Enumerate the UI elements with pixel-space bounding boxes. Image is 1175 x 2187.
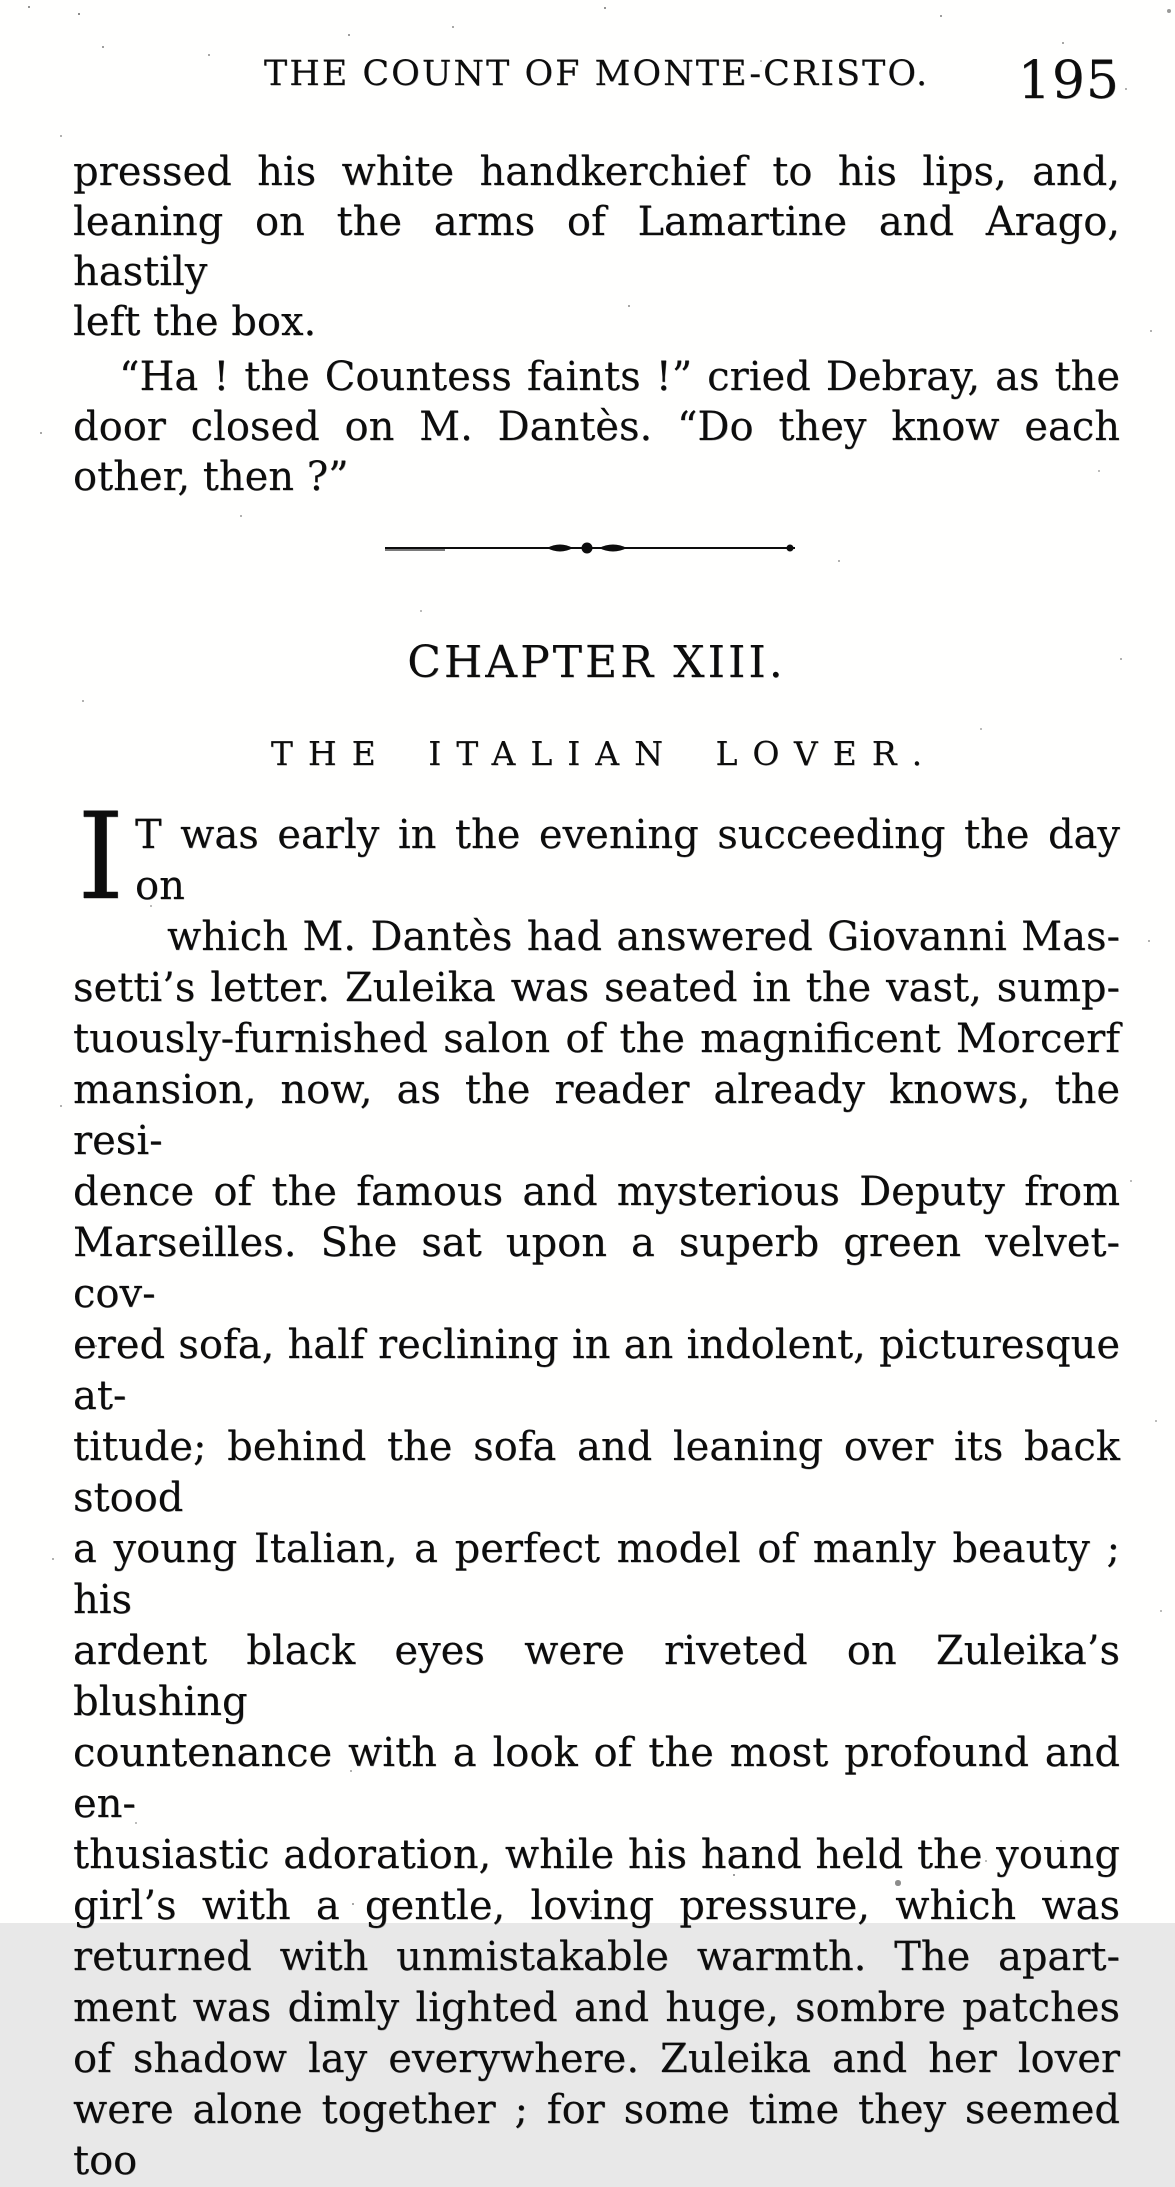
- text-line: of shadow lay everywhere. Zuleika and her lover: [73, 2036, 1120, 2082]
- text-line: other, then ?”: [73, 454, 349, 500]
- text-line: dence of the famous and mysterious Deputy from: [73, 1169, 1120, 1215]
- text-line: girl’s with a gentle, loving pressure, which was: [73, 1883, 1120, 1929]
- text-line: thusiastic adoration, while his hand held the young: [73, 1832, 1120, 1878]
- text-line: “Ha ! the Countess faints !” cried Debray, as the: [119, 354, 1120, 400]
- text-line: setti’s letter. Zuleika was seated in the vast, sump-: [73, 965, 1120, 1011]
- running-header-title: THE COUNT OF MONTE-CRISTO.: [263, 54, 930, 94]
- text-line: T was early in the evening succeeding the day on: [135, 812, 1120, 909]
- chapter-subtitle: THE ITALIAN LOVER.: [270, 734, 938, 773]
- text-line: were alone together ; for some time they seemed too: [73, 2087, 1120, 2184]
- text-line: returned with unmistakable warmth. The apart-: [73, 1934, 1120, 1980]
- text-line: titude; behind the sofa and leaning over its back stood: [73, 1424, 1120, 1521]
- paragraph-lines: [73, 810, 1120, 2187]
- page-number: 195: [1017, 51, 1120, 111]
- paragraph-dialogue: [73, 352, 1120, 502]
- text-line: left the box.: [73, 299, 317, 345]
- text-line: ardent black eyes were riveted on Zuleika’s blushing: [73, 1628, 1120, 1725]
- text-line: tuously-furnished salon of the magnificent Morcerf: [73, 1016, 1120, 1062]
- scan-noise-specks: [0, 0, 2, 2]
- chapter-heading: CHAPTER XIII.: [407, 637, 786, 688]
- text-line: door closed on M. Dantès. “Do they know each: [73, 404, 1120, 450]
- paragraph-continuation: [73, 147, 1120, 347]
- divider-ornament-icon: [385, 540, 795, 556]
- drop-cap: I: [77, 788, 125, 927]
- text-line: Marseilles. She sat upon a superb green velvet-cov-: [73, 1220, 1120, 1317]
- text-line: leaning on the arms of Lamartine and Arago, hastily: [73, 199, 1120, 295]
- text-line: pressed his white handkerchief to his lips, and,: [73, 149, 1120, 195]
- chapter-body-paragraph: [73, 788, 1120, 2187]
- running-header: [73, 0, 1120, 120]
- text-line: countenance with a look of the most profound and en-: [73, 1730, 1120, 1827]
- text-line: ered sofa, half reclining in an indolent, picturesque at-: [73, 1322, 1120, 1419]
- text-line: which M. Dantès had answered Giovanni Mas-: [167, 914, 1120, 960]
- section-divider: [385, 540, 795, 556]
- text-line: a young Italian, a perfect model of manly beauty ; his: [73, 1526, 1120, 1623]
- text-line: mansion, now, as the reader already knows, the resi-: [73, 1067, 1120, 1164]
- text-line: ment was dimly lighted and huge, sombre patches: [73, 1985, 1120, 2031]
- intro-paragraphs: [73, 147, 1120, 502]
